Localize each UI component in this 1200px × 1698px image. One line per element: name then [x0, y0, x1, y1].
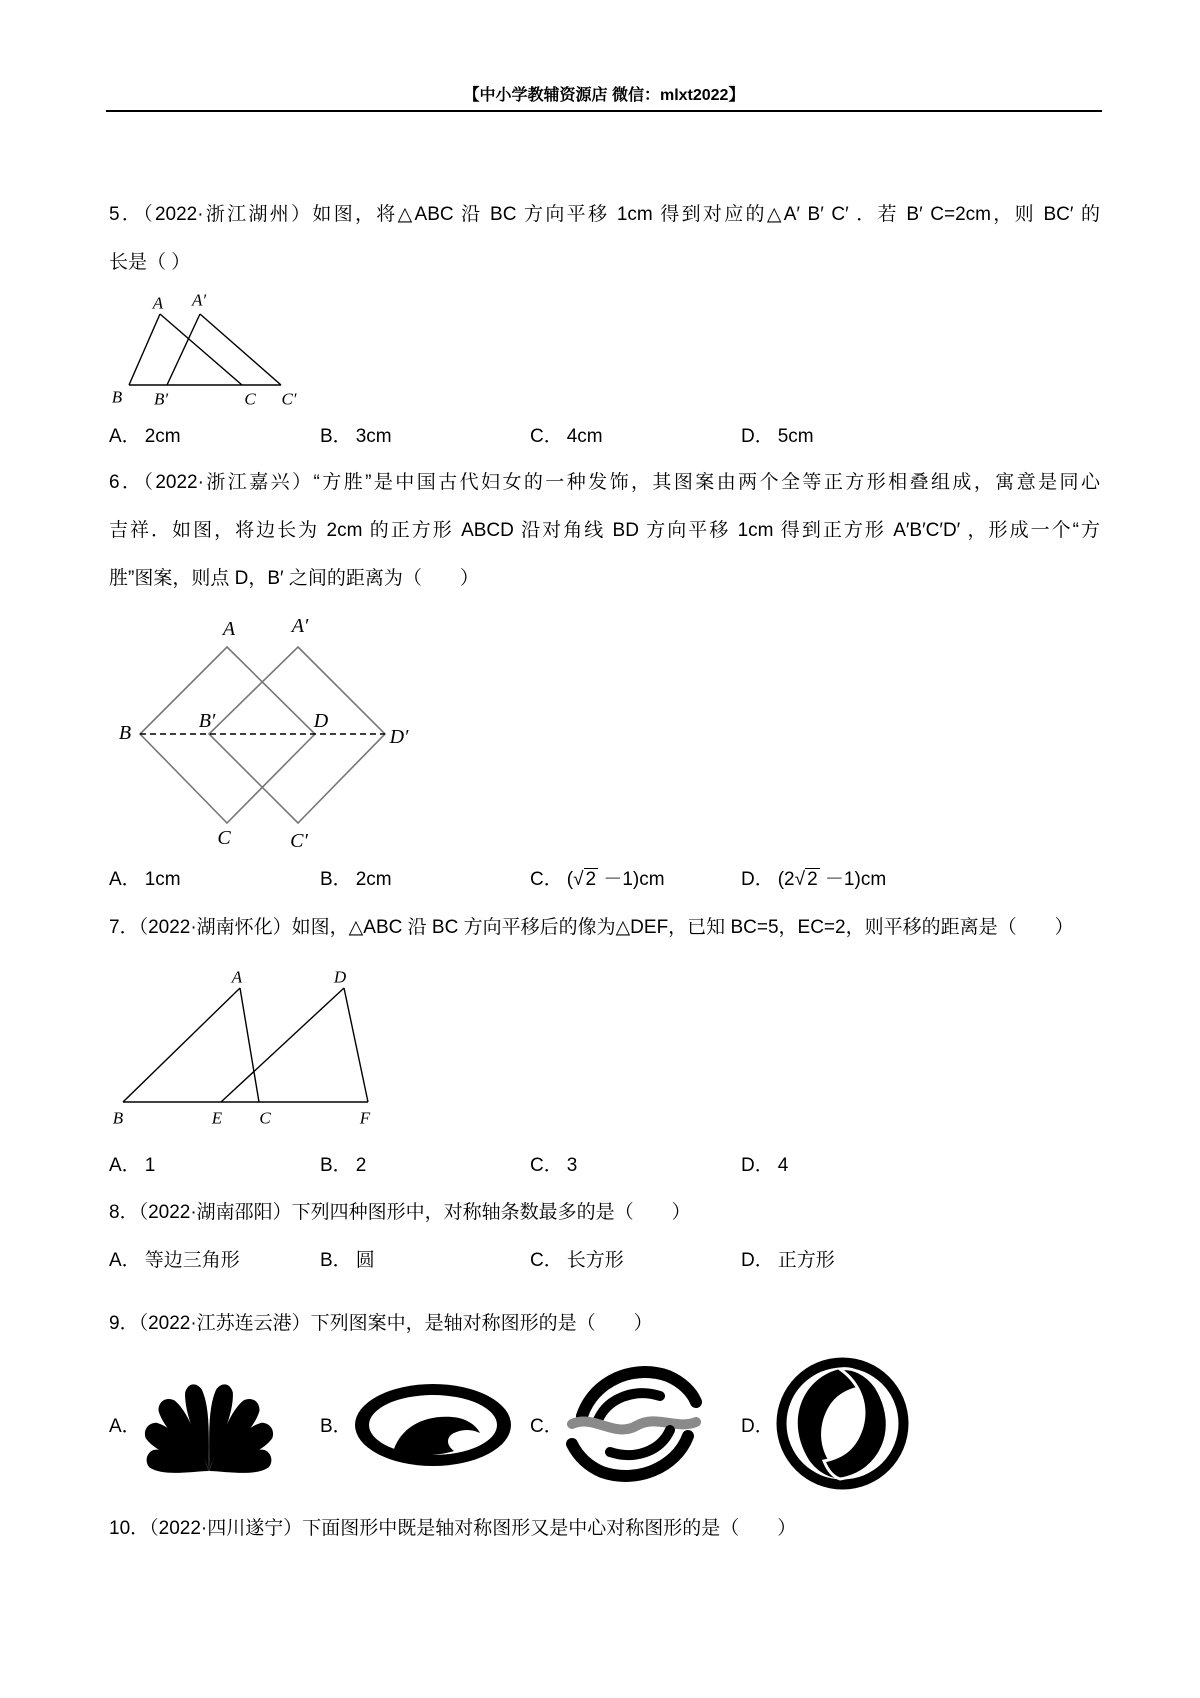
option-value-prefix: (2	[777, 869, 795, 890]
q5-text-line-2: 长是（ ）	[109, 252, 191, 273]
option-value: 1cm	[144, 869, 181, 890]
vertex-label-b: B	[118, 722, 132, 744]
option-value: 1	[144, 1155, 156, 1176]
segment-df	[344, 988, 368, 1102]
vertex-label-c: C	[217, 827, 231, 849]
q7-option-c	[530, 1151, 577, 1181]
option-label: C．	[530, 869, 563, 890]
option-label: C．	[530, 1155, 563, 1176]
q6-option-b	[320, 865, 392, 895]
option-label: A．	[109, 1155, 141, 1176]
circle-swirl-logo-icon	[775, 1356, 910, 1491]
radical-sign: √	[794, 869, 806, 890]
vertex-label-d: D	[313, 710, 329, 732]
option-label: A．	[109, 1250, 141, 1271]
option-label: B．	[320, 426, 352, 447]
segment-ab	[129, 314, 160, 385]
interlocking-curves-logo-icon	[564, 1358, 704, 1489]
q6-text-line-3: 胜”图案，则点 D，B′ 之间的距离为（ ）	[109, 568, 479, 589]
option-value: 2cm	[144, 426, 181, 447]
vertex-label-c-prime: C′	[281, 389, 297, 409]
option-label: D．	[741, 1250, 774, 1271]
q5-figure-translated-triangles	[100, 290, 310, 412]
q5-option-b	[320, 422, 392, 452]
option-value: 正方形	[777, 1250, 835, 1271]
q7-option-a	[109, 1151, 155, 1181]
radicand: 2	[585, 869, 597, 890]
segment-de	[221, 988, 344, 1102]
square-a-prime-b-prime-c-prime-d-prime	[209, 647, 385, 823]
q10-text-line-1: 10．（2022·四川遂宁）下面图形中既是轴对称图形又是中心对称图形的是（ ）	[109, 1518, 797, 1539]
option-label: A．	[109, 869, 141, 890]
segment-a-prime-c-prime	[200, 314, 281, 385]
option-value: 4	[777, 1155, 789, 1176]
q5-option-c	[530, 422, 603, 452]
q9-option-c-label: C．	[530, 1416, 563, 1437]
segment-ab	[123, 988, 240, 1102]
q6-option-a	[109, 865, 181, 895]
option-value: 圆	[355, 1250, 375, 1271]
vertex-label-c: C	[259, 1108, 271, 1128]
fan-petals-logo-icon	[142, 1378, 276, 1473]
vertex-label-c-prime: C′	[290, 830, 308, 852]
q9-text-line-1: 9．（2022·江苏连云港）下列图案中，是轴对称图形的是（ ）	[109, 1313, 653, 1334]
vertex-label-b: B	[112, 1108, 124, 1128]
page-header: 【中小学教辅资源店 微信：mlxt2022】	[463, 87, 745, 104]
vertex-label-d-prime: D′	[389, 726, 409, 748]
vertex-label-a-prime: A′	[291, 615, 309, 637]
q8-option-d	[741, 1246, 835, 1276]
segment-ac	[240, 988, 259, 1102]
q7-figure-translated-triangles	[100, 960, 390, 1132]
q6-text-line-2: 吉祥．如图，将边长为 2cm 的正方形 ABCD 沿对角线 BD 方向平移 1cm 得到正方形 A′B′C′D′ ，形成一个“方	[109, 520, 1100, 541]
option-label: B．	[320, 1250, 352, 1271]
vertex-label-b-prime: B′	[198, 710, 216, 732]
option-label: A．	[109, 426, 141, 447]
option-label: D．	[741, 1155, 774, 1176]
vertex-label-e: E	[211, 1108, 223, 1128]
radicand: 2	[807, 869, 818, 890]
option-value-prefix: (	[566, 869, 574, 890]
option-label: D．	[741, 426, 774, 447]
q8-option-c	[530, 1246, 624, 1276]
vertex-label-b: B	[111, 387, 123, 407]
option-value: 5cm	[777, 426, 814, 447]
vertex-label-a: A	[222, 618, 236, 640]
q8-text-line-1: 8．（2022·湖南邵阳）下列四种图形中，对称轴条数最多的是（ ）	[109, 1202, 691, 1223]
option-value-suffix: －1)cm	[819, 869, 887, 890]
q6-option-c	[530, 865, 665, 895]
vertex-label-f: F	[359, 1108, 371, 1128]
q8-option-a	[109, 1246, 240, 1276]
option-value: 4cm	[566, 426, 603, 447]
option-label: B．	[320, 869, 352, 890]
q7-option-b	[320, 1151, 366, 1181]
q6-text-line-1: 6．（2022·浙江嘉兴）“方胜”是中国古代妇女的一种发饰，其图案由两个全等正方形相叠组成，寓意是同心	[109, 472, 1100, 493]
q9-option-b-label: B．	[320, 1416, 352, 1437]
vertex-label-c: C	[244, 389, 256, 409]
q7-option-d	[741, 1151, 788, 1181]
option-value: 3	[566, 1155, 578, 1176]
q6-figure-overlapping-squares	[100, 610, 420, 855]
q5-text-line-1: 5．（2022·浙江湖州）如图，将△ABC 沿 BC 方向平移 1cm 得到对应的△A′ B′ C′ ．若 B′ C=2cm，则 BC′ 的	[109, 204, 1100, 225]
q9-option-a-label: A．	[109, 1416, 141, 1437]
q7-text-line-1: 7．（2022·湖南怀化）如图，△ABC 沿 BC 方向平移后的像为△DEF，已知 BC=5，EC=2，则平移的距离是（ ）	[109, 917, 1074, 938]
square-abcd	[140, 647, 315, 823]
radical-sign: √	[573, 869, 584, 890]
option-label: C．	[530, 1250, 563, 1271]
option-value: 3cm	[355, 426, 392, 447]
q6-option-d	[741, 865, 886, 895]
vertex-label-a-prime: A′	[191, 290, 207, 310]
option-label: C．	[530, 426, 563, 447]
option-value: 2cm	[355, 869, 392, 890]
oval-hook-logo-icon	[354, 1383, 512, 1467]
option-value-suffix: －1)cm	[598, 869, 665, 890]
vertex-label-a: A	[152, 293, 164, 313]
q5-option-d	[741, 422, 814, 452]
option-label: B．	[320, 1155, 352, 1176]
option-value: 等边三角形	[144, 1250, 240, 1271]
vertex-label-b-prime: B′	[153, 389, 169, 409]
option-value: 2	[355, 1155, 367, 1176]
q8-option-b	[320, 1246, 375, 1276]
option-label: D．	[741, 869, 774, 890]
q5-option-a	[109, 422, 181, 452]
vertex-label-a: A	[231, 967, 243, 987]
header-rule	[106, 110, 1102, 112]
q9-option-d-label: D．	[741, 1416, 774, 1437]
option-value: 长方形	[566, 1250, 624, 1271]
vertex-label-d: D	[333, 967, 347, 987]
